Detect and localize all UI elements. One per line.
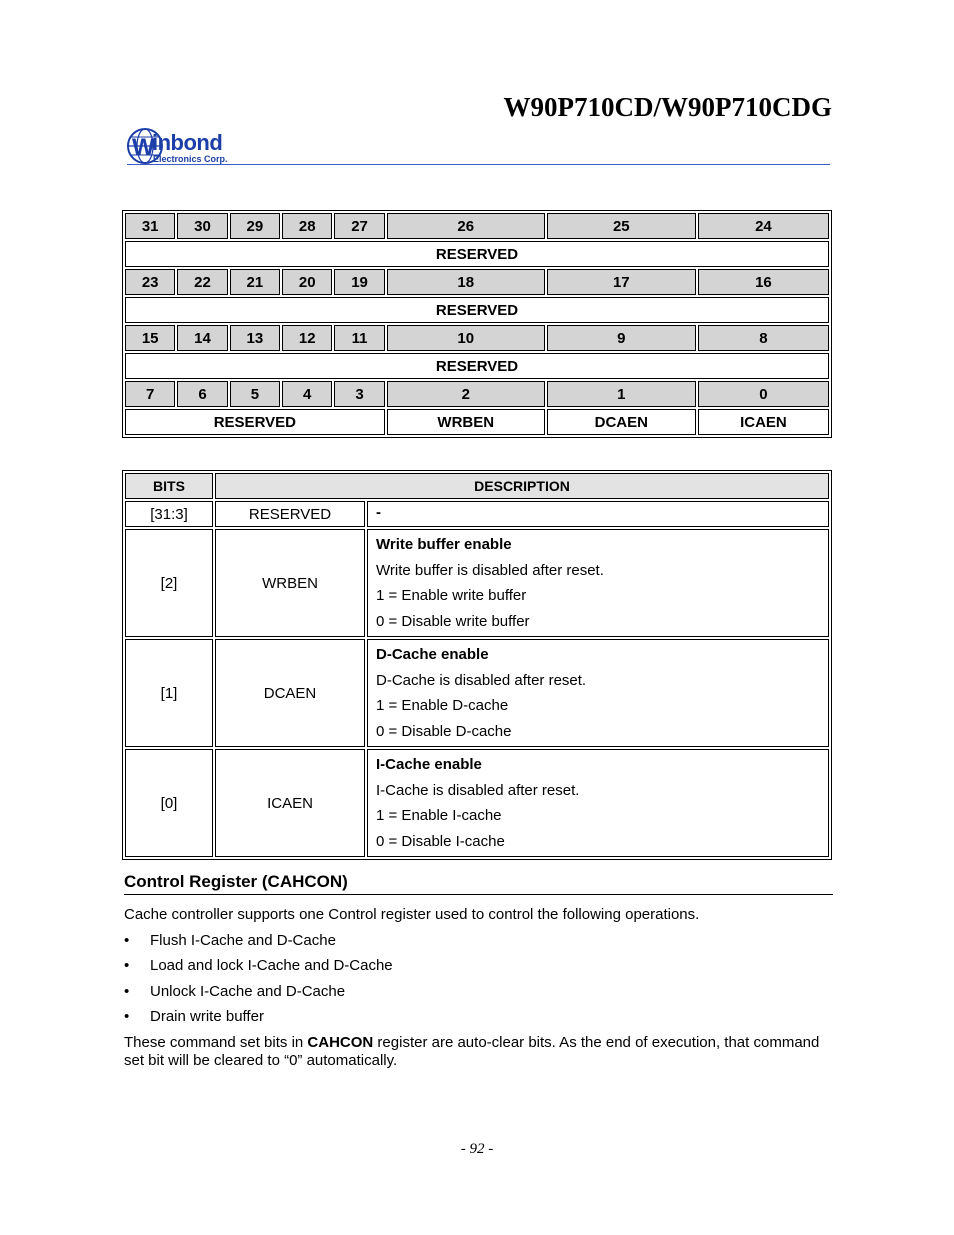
bits-cell: [31:3] — [125, 501, 213, 527]
bit-number-row — [125, 269, 829, 295]
bit-number: 13 — [230, 325, 280, 351]
header-bits: BITS — [125, 473, 213, 499]
bits-cell: [1] — [125, 639, 213, 747]
bit-number: 9 — [547, 325, 696, 351]
bit-number: 15 — [125, 325, 175, 351]
bit-number: 14 — [177, 325, 227, 351]
bit-number-row — [125, 381, 829, 407]
section-rule — [124, 894, 833, 895]
bullet-glyph: • — [124, 983, 130, 1000]
description-line: 0 = Disable I-cache — [376, 832, 505, 850]
description-line: 0 = Disable write buffer — [376, 612, 530, 630]
table-row — [125, 749, 829, 857]
description-cell — [367, 529, 829, 637]
table-row — [125, 529, 829, 637]
header-description: DESCRIPTION — [215, 473, 829, 499]
bullet-glyph: • — [124, 1008, 130, 1025]
bit-number-row — [125, 325, 829, 351]
field-name-cell: RESERVED — [215, 501, 365, 527]
description-heading: Write buffer enable — [376, 536, 512, 553]
list-item-text: Flush I-Cache and D-Cache — [150, 932, 336, 949]
paragraph-text: These command set bits in — [124, 1034, 308, 1051]
bits-cell: [2] — [125, 529, 213, 637]
bit-number: 26 — [387, 213, 545, 239]
description-cell — [367, 749, 829, 857]
list-item-text: Load and lock I-Cache and D-Cache — [150, 957, 393, 974]
bit-number: 28 — [282, 213, 332, 239]
list-item — [124, 1008, 264, 1025]
bit-number: 27 — [334, 213, 384, 239]
description-heading: I-Cache enable — [376, 756, 482, 773]
bit-number: 7 — [125, 381, 175, 407]
bullet-glyph: • — [124, 932, 130, 949]
field-name-cell: DCAEN — [215, 639, 365, 747]
bit-number: 29 — [230, 213, 280, 239]
paragraph-text: register are auto-clear bits. As the end of execution, that command set bit will be cleared to “0” automatically. — [124, 1034, 820, 1069]
logo-subtitle: Electronics Corp. — [153, 154, 228, 164]
field-name-cell: ICAEN — [215, 749, 365, 857]
bit-field-reserved: RESERVED — [125, 297, 829, 323]
bit-number: 1 — [547, 381, 696, 407]
register-bit-table — [122, 210, 832, 438]
table-row — [125, 501, 829, 527]
description-line: 1 = Enable I-cache — [376, 807, 502, 824]
bit-field-reserved: RESERVED — [125, 353, 829, 379]
bit-number: 20 — [282, 269, 332, 295]
bit-number: 30 — [177, 213, 227, 239]
list-item — [124, 983, 345, 1000]
svg-text:W: W — [132, 134, 155, 161]
bit-number: 4 — [282, 381, 332, 407]
logo-wordmark: inbond — [152, 130, 223, 155]
bit-number: 21 — [230, 269, 280, 295]
bit-number: 19 — [334, 269, 384, 295]
description-line: 1 = Enable write buffer — [376, 587, 527, 604]
bit-description-table — [122, 470, 832, 860]
page-number: - 92 - — [460, 1141, 494, 1157]
bit-number: 2 — [387, 381, 545, 407]
bit-number: 16 — [698, 269, 829, 295]
bit-field-reserved: RESERVED — [125, 409, 385, 435]
list-item-text: Drain write buffer — [150, 1008, 264, 1025]
bit-number: 0 — [698, 381, 829, 407]
description-line: Write buffer is disabled after reset. — [376, 561, 604, 579]
bit-number: 3 — [334, 381, 384, 407]
bit-number: 6 — [177, 381, 227, 407]
bit-number: 22 — [177, 269, 227, 295]
bit-number: 25 — [547, 213, 696, 239]
description-cell — [367, 639, 829, 747]
list-item — [124, 957, 393, 974]
bit-field-wrben: WRBEN — [387, 409, 545, 435]
bit-number: 5 — [230, 381, 280, 407]
bit-number: 8 — [698, 325, 829, 351]
auto-clear-paragraph — [124, 1034, 834, 1070]
bit-field-reserved: RESERVED — [125, 241, 829, 267]
bit-number: 10 — [387, 325, 545, 351]
intro-paragraph: Cache controller supports one Control register used to control the following operations. — [124, 906, 700, 923]
field-name-cell: WRBEN — [215, 529, 365, 637]
bit-field-dcaen: DCAEN — [547, 409, 696, 435]
table-row — [125, 639, 829, 747]
list-item — [124, 932, 336, 949]
description-line: 1 = Enable D-cache — [376, 697, 509, 714]
description-line: I-Cache is disabled after reset. — [376, 781, 580, 799]
bit-number: 12 — [282, 325, 332, 351]
list-item-text: Unlock I-Cache and D-Cache — [150, 983, 346, 1000]
bit-number: 23 — [125, 269, 175, 295]
description-heading: D-Cache enable — [376, 646, 489, 663]
header-rule — [127, 164, 830, 165]
register-name: CAHCON — [307, 1034, 374, 1051]
bit-number: 31 — [125, 213, 175, 239]
bit-number: 17 — [547, 269, 696, 295]
bit-number-row — [125, 213, 829, 239]
description-line: D-Cache is disabled after reset. — [376, 671, 587, 689]
description-cell: - — [367, 501, 829, 527]
bit-field-icaen: ICAEN — [698, 409, 829, 435]
section-title: Control Register (CAHCON) — [124, 872, 348, 891]
bit-number: 18 — [387, 269, 545, 295]
bit-number: 11 — [334, 325, 384, 351]
description-line: 0 = Disable D-cache — [376, 722, 512, 740]
bits-cell: [0] — [125, 749, 213, 857]
document-title: W90P710CD/W90P710CDG — [503, 92, 832, 122]
bit-number: 24 — [698, 213, 829, 239]
bullet-glyph: • — [124, 957, 130, 974]
